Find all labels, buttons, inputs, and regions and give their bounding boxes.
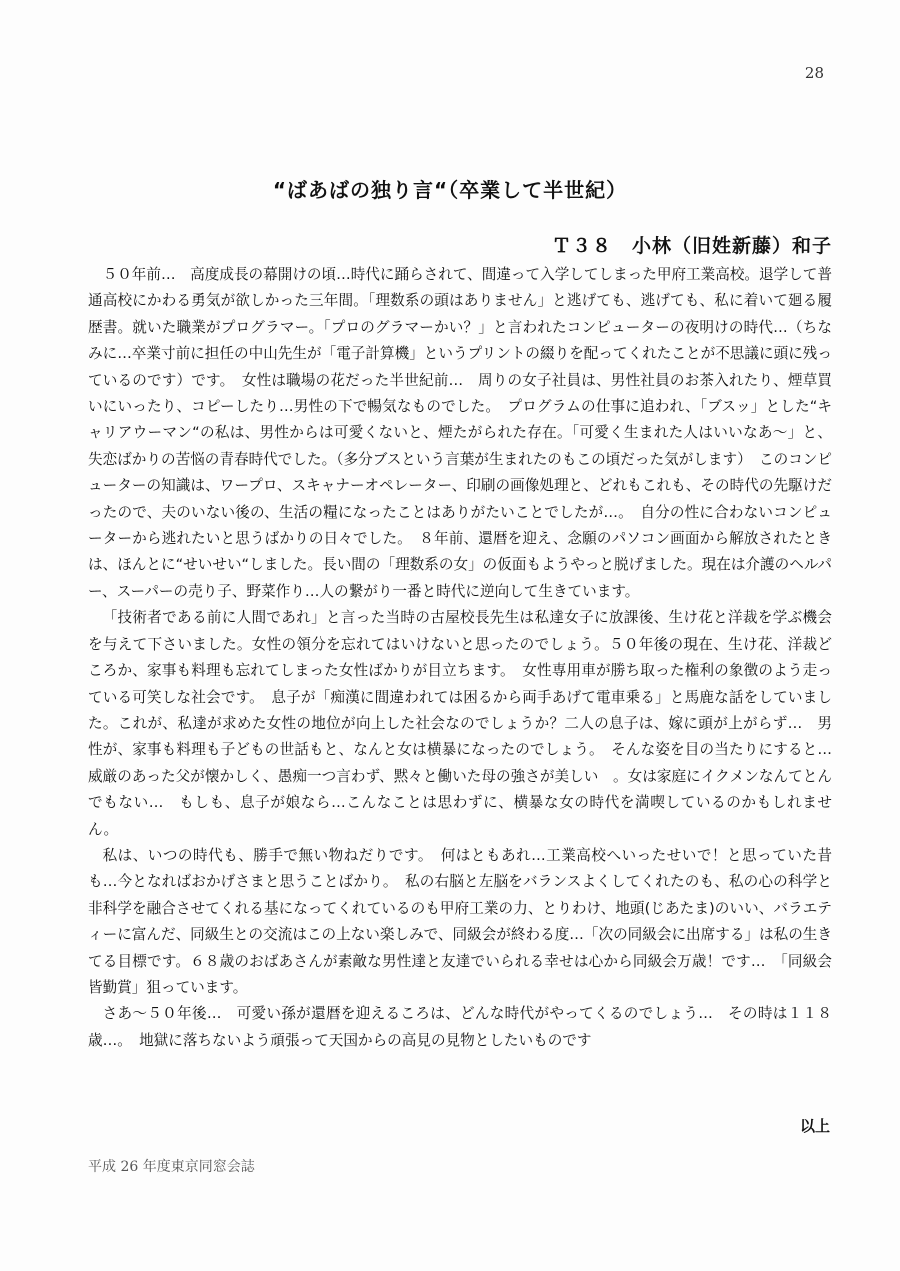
paragraph: さあ～５０年後… 可愛い孫が還暦を迎えるころは、どんな時代がやってくるのでしょう… その時は１１８歳…。 地獄に落ちないよう頑張って天国からの高見の見物としたいものです (88, 1005, 832, 1049)
author-line: Ｔ３８ 小林（旧姓新藤）和子 (551, 235, 832, 257)
paragraph: 「技術者である前に人間であれ」と言った当時の古屋校長先生は私達女子に放課後、生け花と洋裁を学ぶ機会を与えて下さいました。女性の領分を忘れてはいけないと思ったのでしょう。５０年後の現在、生け花、洋裁どころか、家事も料理も忘れてしまった女性ばかりが目立ちます。 女性専用車が勝ち取った権利の象徴のよう走っている可笑しな社会です。 息子が「痴漢に間違われては困るから両手あげて電車乗る」と馬鹿な話をしていました。これが、私達が求めた女性の地位が向上した社会なのでしょうか？二人の息子は、嫁に頭が上がらず… 男性が、家事も料理も子どもの世話もと、なんと女は横暴になったのでしょう。 そんな姿を目の当たりにすると… 威厳のあった父が懐かしく、愚痴一つ言わず、黙々と働いた母の強さが美しい 。女は家庭にイクメンなんてとんでもない… もしも、息子が娘なら…こんなことは思わずに、横暴な女の時代を満喫しているのかもしれません。 (88, 609, 847, 838)
article-body (88, 262, 847, 1054)
paragraph: ５０年前… 高度成長の幕開けの頃…時代に踊らされて、間違って入学してしまった甲府工業高校。退学して普通高校にかわる勇気が欲しかった三年間。「理数系の頭はありません」と逃げても、逃げても、私に着いて廻る履歴書。就いた職業がプログラマー。「プロのグラマーかい？」と言われたコンピューターの夜明けの時代…（ちなみに…卒業寸前に担任の中山先生が「電子計算機」というプリントの綴りを配ってくれたことが不思議に頭に残っているのです）です。 女性は職場の花だった半世紀前… 周りの女子社員は、男性社員のお茶入れたり、煙草買いにいったり、コピーしたり…男性の下で暢気なものでした。 プログラムの仕事に追われ、「ブスッ」とした“キャリアウーマン“の私は、男性からは可愛くないと、煙たがられた存在。「可愛く生まれた人はいいなあ～」と、失恋ばかりの苦悩の青春時代でした。（多分ブスという言葉が生まれたのもこの頃だった気がします） このコンピューターの知識は、ワープロ、スキャナーオペレーター、印刷の画像処理と、どれもこれも、その時代の先駆けだったので、夫のいない後の、生活の糧になったことはありがたいことでしたが…。 自分の性に合わないコンピューターから逃れたいと思うばかりの日々でした。 ８年前、還暦を迎え、念願のパソコン画面から解放されたときは、ほんとに“せいせい“しました。長い間の「理数系の女」の仮面もようやっと脱げました。現在は介護のヘルパー、スーパーの売り子、野菜作り…人の繋がり一番と時代に逆向して生きています。 (88, 266, 832, 600)
article-title: “ばあばの独り言“（卒業して半世紀） (272, 178, 628, 202)
closing-mark: 以上 (799, 1117, 830, 1135)
publication-footer: 平成 26 年度東京同窓会誌 (88, 1159, 255, 1175)
page-number: 28 (804, 64, 824, 82)
paragraph: 私は、いつの時代も、勝手で無い物ねだりです。 何はともあれ…工業高校へいったせいで！と思っていた昔も…今となればおかげさまと思うことばかり。 私の右脳と左脳をバランスよくしてくれたのも、私の心の科学と非科学を融合させてくれる基になってくれているのも甲府工業の力、とりわけ、地頭(じあたま)のいい、バラエティーに富んだ、同級生との交流はこの上ない楽しみで、同級会が終わる度…「次の同級会に出席する」は私の生きてる目標です。６８歳のおばあさんが素敵な男性達と友達でいられる幸せは心から同級会万歳！です… 「同級会皆勤賞」狙っています。 (88, 846, 832, 996)
